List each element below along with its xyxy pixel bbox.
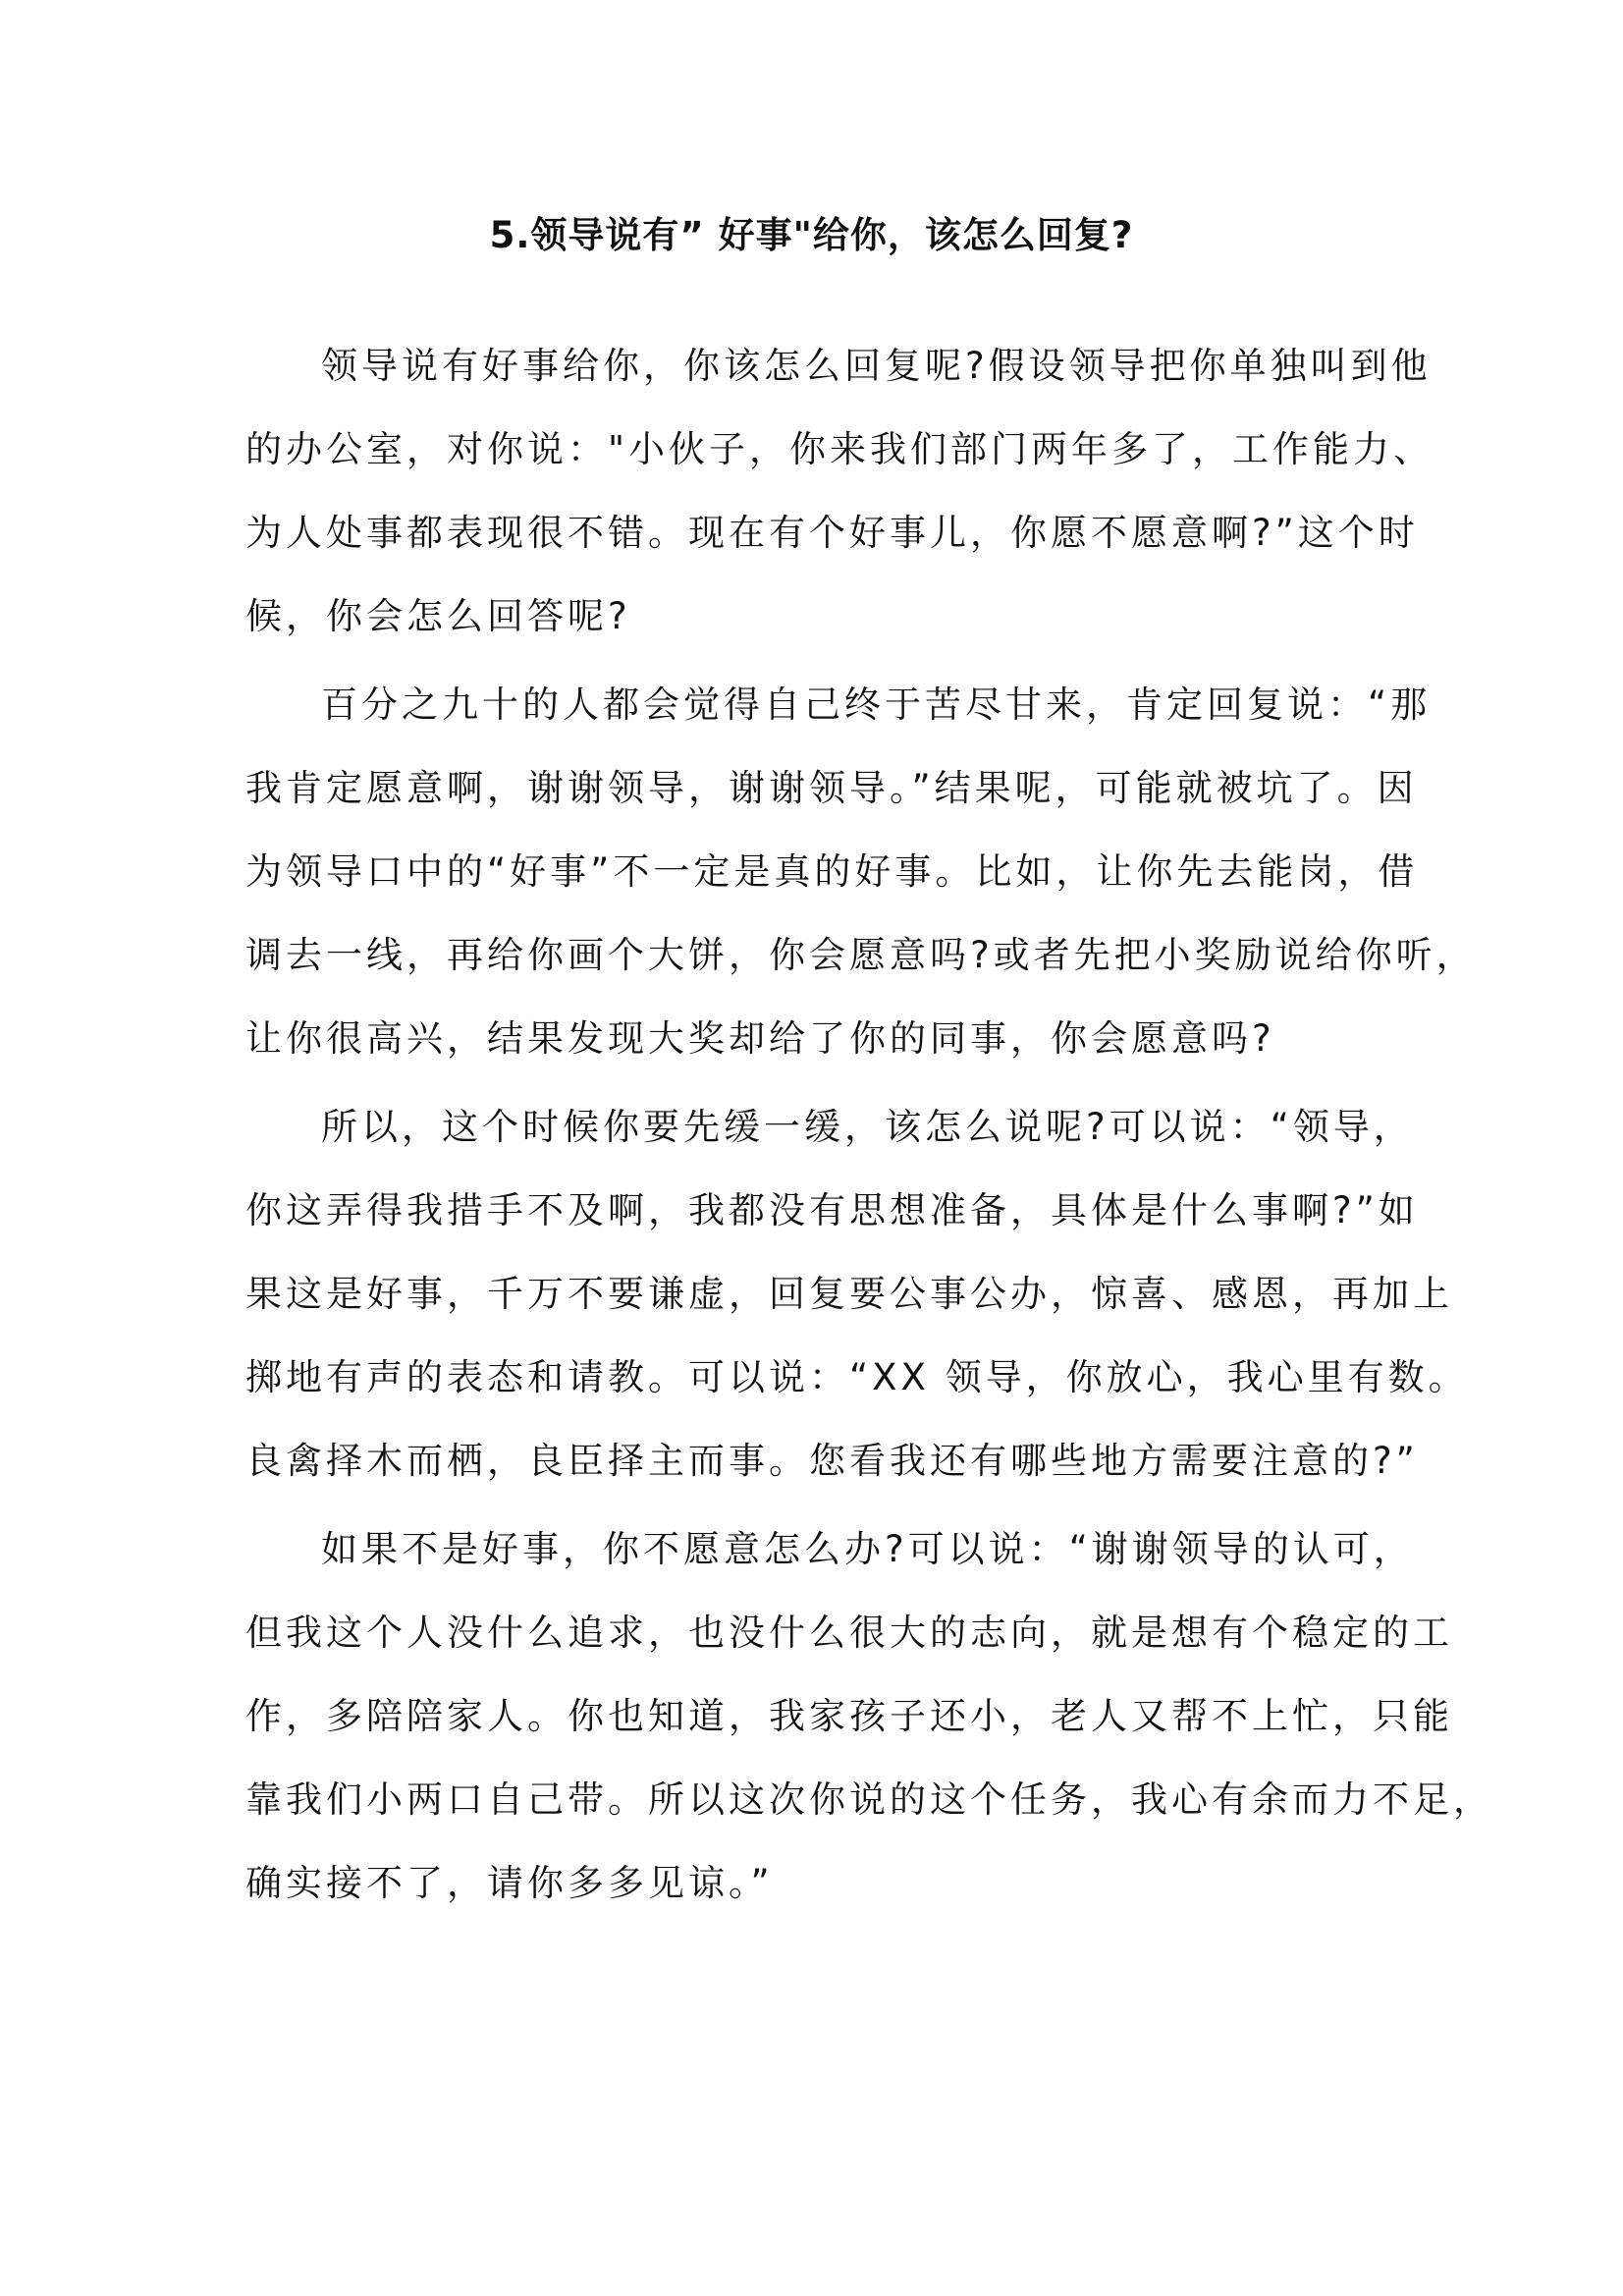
paragraph-line: 所以，这个时候你要先缓一缓，该怎么说呢?可以说：“领导， [321,1106,1414,1148]
paragraph-line: 作，多陪陪家人。你也知道，我家孩子还小，老人又帮不上忙，只能 [245,1695,1453,1737]
paragraph-line: 靠我们小两口自己带。所以这次你说的这个任务，我心有余而力不足， [245,1778,1493,1821]
document-body [245,324,1493,1930]
paragraph-line: 确实接不了，请你多多见谅。” [245,1862,774,1904]
paragraph-line: 候，你会怎么回答呢? [245,595,631,637]
paragraph-line: 你这弄得我措手不及啊，我都没有思想准备，具体是什么事啊?”如 [245,1189,1419,1231]
paragraph-1 [245,324,1434,658]
paragraph-line: 调去一线，再给你画个大饼，你会愿意吗?或者先把小奖励说给你听， [245,934,1477,976]
paragraph-4 [245,1507,1493,1925]
paragraph-line: 让你很高兴，结果发现大奖却给了你的同事，你会愿意吗? [245,1017,1275,1060]
document-title: 5.领导说有” 好事"给你，该怎么回复? [489,214,1134,256]
paragraph-line: 良禽择木而栖，良臣择主而事。您看我还有哪些地方需要注意的?” [245,1440,1419,1482]
paragraph-line: 为人处事都表现很不错。现在有个好事儿，你愿不愿意啊?”这个时 [245,512,1419,554]
paragraph-line: 为领导口中的“好事”不一定是真的好事。比如，让你先去能岗，借 [245,850,1419,893]
paragraph-line: 但我这个人没什么追求，也没什么很大的志向，就是想有个稳定的工 [245,1612,1453,1654]
paragraph-3 [245,1085,1469,1503]
paragraph-line: 百分之九十的人都会觉得自己终于苦尽甘来，肯定回复说：“那 [321,683,1432,726]
paragraph-line: 掷地有声的表态和请教。可以说：“XX 领导，你放心，我心里有数。 [245,1356,1469,1398]
paragraph-line: 我肯定愿意啊，谢谢领导，谢谢领导。”结果呢，可能就被坑了。因 [245,767,1418,809]
paragraph-2 [245,663,1477,1080]
paragraph-line: 领导说有好事给你，你该怎么回复呢?假设领导把你单独叫到他 [321,345,1432,387]
paragraph-line: 的办公室，对你说："小伙子，你来我们部门两年多了，工作能力、 [245,428,1434,470]
paragraph-line: 果这是好事，千万不要谦虚，回复要公事公办，惊喜、感恩，再加上 [245,1273,1453,1315]
paragraph-line: 如果不是好事，你不愿意怎么办?可以说：“谢谢领导的认可， [321,1528,1414,1570]
